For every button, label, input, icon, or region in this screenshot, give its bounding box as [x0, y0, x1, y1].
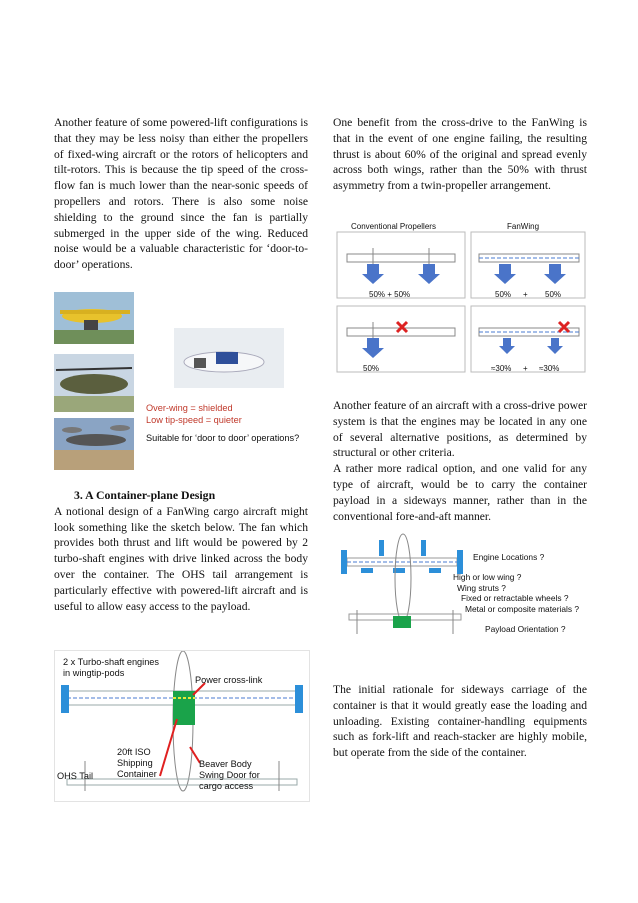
- label-wheels: Fixed or retractable wheels ?: [461, 593, 569, 603]
- label-beaver-1: Beaver Body: [199, 759, 252, 769]
- label-iso-1: 20ft ISO: [117, 747, 151, 757]
- panel-fanwing-normal: [471, 232, 585, 298]
- label-engines-2: in wingtip-pods: [63, 668, 125, 678]
- label-thrust-b2: 50%: [545, 290, 562, 299]
- figure-engine-options: [333, 530, 587, 642]
- label-engine-locations: Engine Locations ?: [473, 552, 545, 562]
- right-column-middle: [333, 398, 587, 524]
- label-thrust-a: 50% + 50%: [369, 290, 411, 299]
- caption-line-1: Over-wing = shielded: [146, 403, 233, 413]
- section-heading: 3. A Container-plane Design: [74, 488, 216, 502]
- right-column-lower: [333, 682, 587, 761]
- paragraph-container-plane: A notional design of a FanWing cargo aircraft might look something like the sketch below. The fan which provides both thrust and lift would be powered by 2 turbo-shaft engines with drive linked across the body over the container. The OHS tail arrangement is particularly effective with powered-lift aircraft and is useful to allow easy access to the payload.: [54, 504, 308, 613]
- figure-container-plane: [54, 650, 310, 802]
- label-thrust-b1: 50%: [495, 290, 512, 299]
- figure-thrust: [333, 218, 587, 380]
- paragraph-cross-drive: One benefit from the cross-drive to the FanWing is that in the event of one engine failing, the resulting thrust is about 60% of the original and spread evenly across both wings, rather than the 50% with thrust asymmetry from a twin-propeller arrangement.: [333, 116, 587, 193]
- arrow-container: [160, 719, 177, 776]
- label-thrust-c: 50%: [363, 364, 380, 373]
- panel-fanwing-failed: [471, 306, 585, 372]
- label-materials: Metal or composite materials ?: [465, 603, 580, 614]
- paragraph-noise: Another feature of some powered-lift configurations is that they may be less noisy than either the propellers of fixed-wing aircraft or the rotors of helicopters and tilt-rotors. This is because the tip speed of the cross-flow fan is much lower than the near-sonic speeds of propellers and rotors. There is also some noise shielding to the ground since the fan is partially submerged in the upper side of the wing. Reduced noise would be a valuable characteristic for ‘door-to-door’ operations.: [54, 116, 308, 272]
- label-wing-struts: Wing struts ?: [457, 582, 506, 593]
- label-conventional: Conventional Propellers: [351, 222, 436, 231]
- label-thrust-d2: ≈30%: [539, 364, 560, 373]
- caption-line-2: Low tip-speed = quieter: [146, 415, 242, 425]
- label-payload-orientation: Payload Orientation ?: [485, 624, 566, 634]
- left-column: [54, 115, 308, 273]
- label-beaver-3: cargo access: [199, 781, 254, 791]
- noise-caption: [146, 402, 299, 444]
- paragraph-sideways: A rather more radical option, and one valid for any type of aircraft, would be to carry the container payload in a sideways manner, rather than in the conventional fore-and-aft manner.: [333, 462, 587, 523]
- label-thrust-d-plus: +: [523, 364, 528, 373]
- caption-line-3: Suitable for ‘door to door’ operations?: [146, 433, 300, 443]
- label-ohs: OHS Tail: [57, 771, 94, 781]
- label-high-low-wing: High or low wing ?: [453, 572, 522, 582]
- figure-noise: [54, 292, 308, 472]
- label-thrust-d1: ≈30%: [491, 364, 512, 373]
- ohs-tail: [67, 779, 297, 785]
- paragraph-engine-location: Another feature of an aircraft with a cross-drive power system is that the engines may be located in any one of several alternative positions, as determined by structural or other criteria.: [333, 399, 587, 460]
- left-column-lower: [54, 488, 308, 614]
- label-engines: 2 x Turbo-shaft engines: [63, 657, 160, 667]
- right-engine-pod: [295, 685, 303, 713]
- panel-prop-normal: [337, 232, 465, 298]
- label-iso-2: Shipping: [117, 758, 153, 768]
- left-engine-pod: [61, 685, 69, 713]
- panel-prop-failed: [337, 306, 465, 372]
- right-column: [333, 115, 587, 194]
- label-fanwing: FanWing: [507, 222, 540, 231]
- label-power: Power cross-link: [195, 675, 263, 685]
- label-thrust-b-plus: +: [523, 290, 528, 299]
- label-beaver-2: Swing Door for: [199, 770, 260, 780]
- label-iso-3: Container: [117, 769, 157, 779]
- paragraph-rationale: The initial rationale for sideways carriage of the container is that it would greatly ease the loading and unloading. Existing container-handling equipments such as fork-lift and reach-stacker are highly mobile, but operate from the side of the container.: [333, 683, 587, 760]
